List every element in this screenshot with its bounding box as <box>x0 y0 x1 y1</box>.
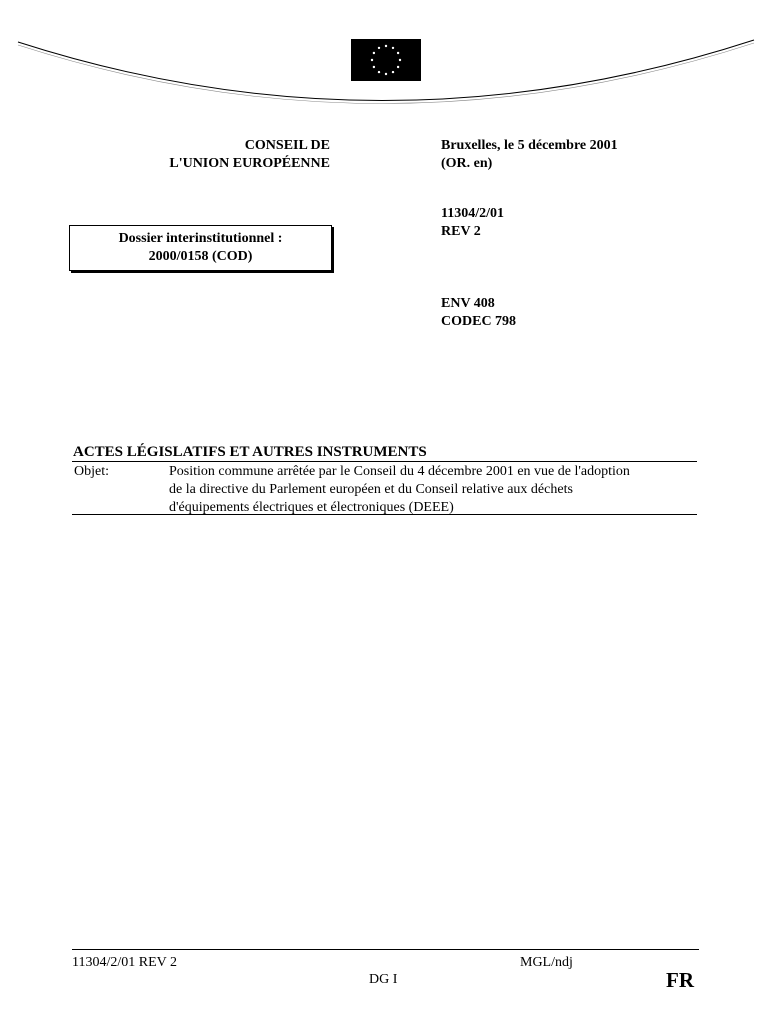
section-title: ACTES LÉGISLATIFS ET AUTRES INSTRUMENTS <box>73 444 427 460</box>
star-icon <box>371 59 373 61</box>
footer-rule <box>72 949 699 950</box>
star-icon <box>399 59 401 61</box>
footer-initials: MGL/ndj <box>520 955 573 970</box>
dossier-box <box>69 225 332 271</box>
star-icon <box>385 45 387 47</box>
section-top-rule <box>72 461 697 462</box>
star-icon <box>378 71 380 73</box>
reference-revision: REV 2 <box>441 224 481 239</box>
eu-flag-icon <box>351 39 421 81</box>
dossier-number: 2000/0158 (COD) <box>148 249 253 264</box>
footer-language: FR <box>666 968 694 992</box>
star-icon <box>378 47 380 49</box>
objet-label: Objet: <box>74 464 109 479</box>
original-language: (OR. en) <box>441 156 493 171</box>
council-line-2: L'UNION EUROPÉENNE <box>169 156 330 171</box>
env-code: ENV 408 <box>441 296 495 311</box>
star-icon <box>397 66 399 68</box>
place-date: Bruxelles, le 5 décembre 2001 <box>441 138 618 153</box>
footer-reference: 11304/2/01 REV 2 <box>72 955 178 970</box>
star-icon <box>373 52 375 54</box>
reference-block <box>441 205 504 241</box>
codes-block <box>441 295 516 331</box>
council-line-1: CONSEIL DE <box>244 138 330 153</box>
objet-line: Position commune arrêtée par le Conseil du 4 décembre 2001 en vue de l'adoption <box>169 464 630 479</box>
section-bottom-rule <box>72 514 697 515</box>
star-icon <box>373 66 375 68</box>
council-header <box>169 137 330 173</box>
reference-number: 11304/2/01 <box>441 206 505 221</box>
date-block <box>441 137 618 173</box>
dossier-label: Dossier interinstitutionnel : <box>118 231 283 246</box>
star-icon <box>392 47 394 49</box>
star-icon <box>385 73 387 75</box>
objet-text <box>169 463 697 517</box>
footer-dg: DG I <box>369 972 398 987</box>
star-icon <box>392 71 394 73</box>
header-arc <box>0 0 770 120</box>
star-icon <box>397 52 399 54</box>
codec-code: CODEC 798 <box>441 314 517 329</box>
objet-line: d'équipements électriques et électroniques (DEEE) <box>169 500 454 515</box>
objet-line: de la directive du Parlement européen et du Conseil relative aux déchets <box>169 482 573 497</box>
